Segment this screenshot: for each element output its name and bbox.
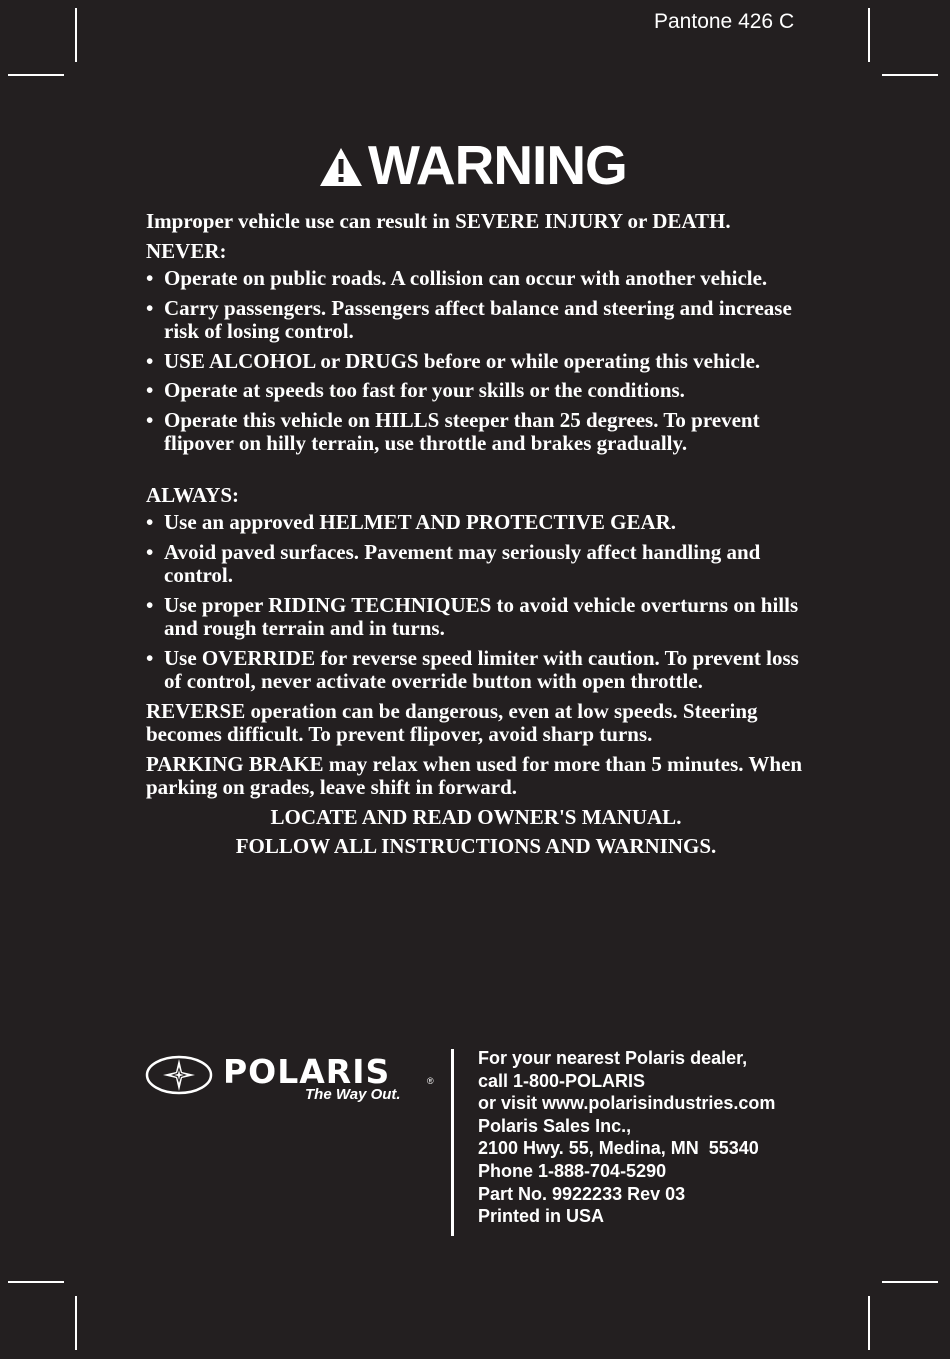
contact-line: Part No. 9922233 Rev 03 — [478, 1183, 686, 1204]
locate-manual: LOCATE AND READ OWNER'S MANUAL. — [270, 804, 682, 829]
contact-line: For your nearest Polaris dealer, — [478, 1048, 748, 1068]
divider — [451, 1049, 454, 1236]
warning-intro: Improper vehicle use can result in SEVERE INJURY or DEATH. — [146, 209, 731, 233]
list-item: • USE ALCOHOL or DRUGS before or while operating this vehicle. — [146, 350, 806, 374]
reverse-warning: REVERSE operation can be dangerous, even at low speeds. Steering becomes difficult. To prevent flipover, avoid sharp turns. — [146, 698, 758, 746]
warning-header — [318, 133, 627, 197]
warning-triangle-icon — [318, 146, 364, 188]
logo-registered: ® — [427, 1076, 434, 1086]
contact-line: call 1-800-POLARIS — [478, 1070, 646, 1091]
crop-mark — [882, 1281, 938, 1283]
crop-mark — [868, 1296, 870, 1350]
contact-line: Phone 1-888-704-5290 — [478, 1160, 667, 1181]
contact-line: or visit www.polarisindustries.com — [478, 1093, 776, 1114]
warning-body — [146, 210, 806, 865]
crop-mark — [75, 8, 77, 62]
list-item: • Operate on public roads. A collision can occur with another vehicle. — [146, 267, 806, 291]
list-item: • Use an approved HELMET AND PROTECTIVE GEAR. — [146, 511, 806, 535]
crop-mark — [882, 74, 938, 76]
crop-mark — [8, 74, 64, 76]
list-item: • Operate this vehicle on HILLS steeper than 25 degrees. To prevent flipover on hilly terrain, use throttle and brakes gradually. — [146, 409, 806, 456]
contact-line: 2100 Hwy. 55, Medina, MN 55340 — [478, 1138, 759, 1159]
contact-line: Printed in USA — [478, 1206, 605, 1227]
contact-line: Polaris Sales Inc., — [478, 1115, 632, 1136]
parking-warning: PARKING BRAKE may relax when used for more than 5 minutes. When parking on grades, leave shift in forward. — [146, 751, 803, 799]
never-heading: NEVER: — [146, 238, 227, 263]
logo-wordmark: POLARIS — [223, 1052, 391, 1091]
never-list — [146, 267, 806, 456]
list-item: • Operate at speeds too fast for your skills or the conditions. — [146, 379, 806, 403]
always-heading: ALWAYS: — [146, 482, 239, 507]
list-item: • Carry passengers. Passengers affect balance and steering and increase risk of losing control. — [146, 297, 806, 344]
warning-title: WARNING — [368, 134, 627, 196]
always-list — [146, 511, 806, 694]
follow-instructions: FOLLOW ALL INSTRUCTIONS AND WARNINGS. — [235, 834, 717, 858]
logo-tagline: The Way Out. — [305, 1086, 401, 1103]
polaris-logo — [145, 1050, 435, 1110]
crop-mark — [8, 1281, 64, 1283]
contact-info — [478, 1047, 808, 1228]
polaris-star-icon — [145, 1054, 213, 1096]
list-item: • Use proper RIDING TECHNIQUES to avoid vehicle overturns on hills and rough terrain and in turns. — [146, 594, 806, 641]
pantone-label: Pantone 426 C — [654, 10, 795, 33]
list-item: • Use OVERRIDE for reverse speed limiter with caution. To prevent loss of control, never activate override button with open throttle. — [146, 647, 806, 694]
crop-mark — [868, 8, 870, 62]
crop-mark — [75, 1296, 77, 1350]
list-item: • Avoid paved surfaces. Pavement may seriously affect handling and control. — [146, 541, 806, 588]
